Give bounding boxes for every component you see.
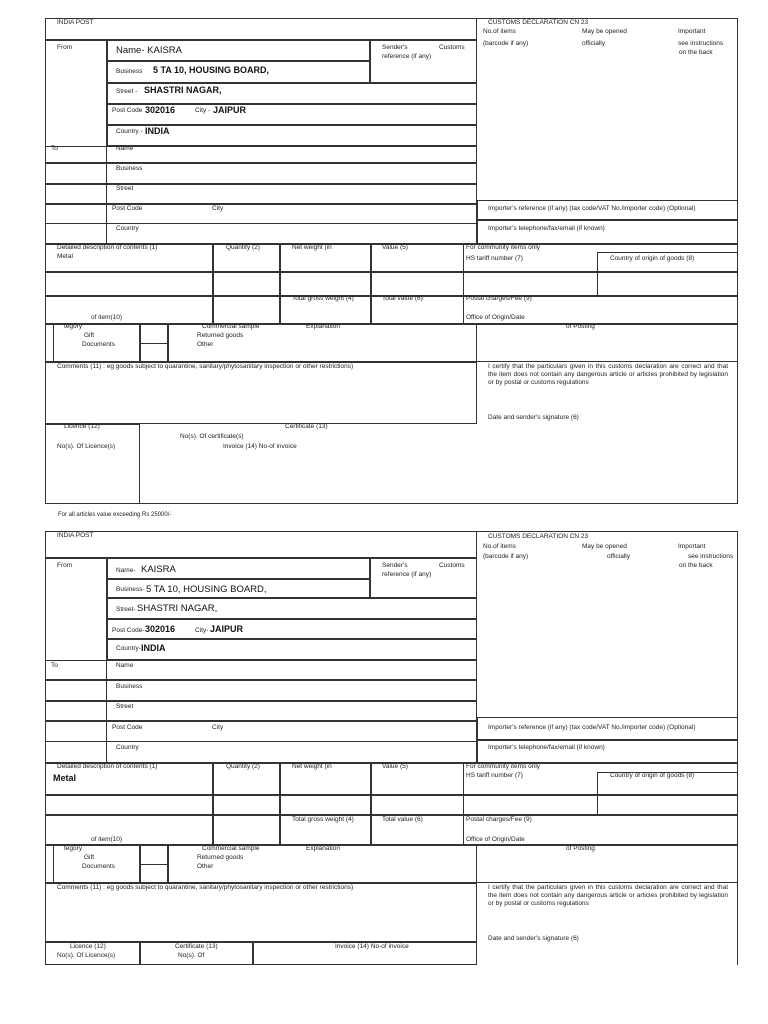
row-to-postcode [45, 721, 477, 742]
may-open-label: May be opened [582, 28, 627, 35]
total-value-label: Total value (6) [382, 295, 423, 302]
sender-postcode: 302016 [145, 105, 176, 115]
city-label: City - [195, 107, 211, 114]
category-check-2 [140, 343, 168, 362]
row-to-business [45, 680, 477, 701]
header-row [45, 18, 477, 40]
country-origin-label: Country of origin of goods (8) [610, 772, 695, 779]
licence-no-label: No(s). Of Licence(s) [57, 952, 116, 959]
comments-label: Comments (11) : eg goods subject to quarantine, sanitary/phytosanitary inspection or other restrictions) [57, 884, 354, 891]
no-items-label: No.of items [483, 543, 516, 550]
on-back-label: on the back [679, 562, 713, 569]
total-gross-label: Total gross weight (4) [292, 816, 354, 823]
india-post-label: INDIA POST [57, 19, 94, 26]
certify-text: I certify that the particulars given in this customs declaration are correct and that the item does not contain any dangerous article or articles prohibited by legislation or by postal or customs regulations [488, 363, 728, 386]
barcode-label: (barcode if any) [483, 553, 529, 560]
certificate-no-label: No(s). Of certificate(s) [180, 433, 244, 440]
licence-cell [45, 424, 140, 504]
total-value-label: Total value (6) [382, 816, 423, 823]
row-to-business [45, 163, 477, 184]
of-posting-label: of Posting [566, 845, 595, 852]
business-label: Business [116, 68, 143, 75]
importer-ref-label: Importer's reference (if any) (tax code/VAT No./importer code) (Optional) [488, 205, 696, 212]
street-label: Street - [116, 88, 138, 95]
from-label: From [57, 562, 73, 569]
comments-label: Comments (11) : eg goods subject to quarantine, sanitary/phytosanitary inspection or other restrictions) [57, 363, 354, 370]
certificate-no-label: No(s). Of [178, 952, 205, 959]
of-item-label: of item(10) [91, 314, 123, 321]
col-qty [213, 244, 280, 324]
licence-no-label: No(s). Of Licence(s) [57, 443, 116, 450]
sender-name: Name- KAISRA [116, 45, 182, 56]
other-label: Other [197, 863, 214, 870]
invoice-label: Invoice (14) No-of invoice [223, 443, 297, 450]
recipient-postcode-label: Post Code [112, 724, 143, 731]
see-instructions-label: see instructions [688, 553, 734, 560]
documents-label: Documents [82, 341, 115, 348]
licence-label: Licence (12) [70, 943, 106, 950]
qty-label: Quantity (2) [226, 763, 260, 770]
sender-ref-label-2: Customs [439, 562, 465, 569]
gift-label: Gift [84, 332, 95, 339]
documents-label: Documents [82, 863, 115, 870]
postcode-prefix: Post Code- [112, 627, 145, 634]
india-post-label: INDIA POST [57, 532, 94, 539]
recipient-country-label: Country [116, 744, 139, 751]
comments-cell [45, 362, 477, 424]
office-origin-label: Office of Origin/Date [466, 314, 525, 321]
no-items-label: No.of items [483, 28, 516, 35]
row-to-name [45, 660, 477, 680]
col-net [280, 763, 371, 845]
row-to-name [45, 146, 477, 163]
customs-form-1 [45, 18, 738, 504]
hs-tariff-label: HS tariff number (7) [466, 772, 523, 779]
sender-city: JAIPUR [210, 624, 244, 634]
business-prefix: Business- [116, 586, 145, 593]
city-prefix: City- [195, 627, 209, 634]
community-label: For community items only [466, 244, 541, 251]
important-label: Important [678, 28, 706, 35]
value-label: Value (5) [382, 763, 408, 770]
recipient-city-label: City [212, 205, 224, 212]
sender-ref-label-3: reference (if any) [382, 53, 432, 60]
value-note: For all articles value exceeding Rs 25000/- [58, 512, 172, 518]
total-gross-label: Total gross weight (4) [292, 295, 354, 302]
cn23-title: CUSTOMS DECLARATION CN 23 [488, 533, 589, 540]
commercial-sample-label: Commercial sample [202, 845, 260, 852]
from-label: From [57, 44, 73, 51]
sender-business: 5 TA 10, HOUSING BOARD, [153, 65, 270, 75]
customs-form-2 [45, 531, 738, 965]
street-prefix: Street- [116, 606, 136, 613]
row-to-street [45, 701, 477, 721]
cn23-title: CUSTOMS DECLARATION CN 23 [488, 19, 589, 26]
col-qty [213, 763, 280, 845]
date-signature-label: Date and sender's signature (6) [488, 935, 579, 942]
recipient-postcode-label: Post Code [112, 205, 143, 212]
importer-tel-label: Importer's telephone/fax/email (if known) [488, 225, 605, 232]
recipient-business-label: Business [116, 683, 143, 690]
country-prefix: Country- [116, 645, 141, 652]
contents-value: Metal [57, 253, 73, 260]
category-label: tegory [64, 845, 83, 852]
net-weight-label: Net weight (in [292, 763, 332, 770]
value-label: Value (5) [382, 244, 408, 251]
country-origin-label: Country of origin of goods (8) [610, 255, 695, 262]
community-label: For community items only [466, 763, 541, 770]
invoice-label: Invoice (14) No-of invoice [335, 943, 409, 950]
recipient-street-label: Street [116, 185, 134, 192]
sender-name: KAISRA [141, 564, 176, 575]
postal-charges-label: Postal charges/Fee (9) [466, 295, 532, 302]
certify-text: I certify that the particulars given in this customs declaration are correct and that the item does not contain any dangerous article or articles prohibited by legislation or by postal or customs regulations [488, 884, 728, 907]
col-value [371, 244, 464, 324]
sender-city: JAIPUR [213, 105, 247, 115]
of-item-label: of item(10) [91, 836, 123, 843]
commercial-sample-label: Commercial sample [202, 323, 260, 330]
col-value [371, 763, 464, 845]
importer-ref-label: Importer's reference (if any) (tax code/VAT No./importer code) (Optional) [488, 724, 696, 731]
header-row [45, 531, 477, 558]
sender-postcode: 302016 [145, 624, 176, 634]
date-signature-label: Date and sender's signature (6) [488, 414, 579, 421]
returned-goods-label: Returned goods [197, 854, 244, 861]
sender-country: INDIA [141, 643, 166, 653]
see-instructions-label: see instructions [678, 40, 724, 47]
explanation-label: Explanation [306, 323, 340, 330]
licence-label: Licence (12) [64, 423, 100, 430]
of-posting-label: of Posting [566, 323, 595, 330]
row-to-street [45, 184, 477, 204]
officially-label: officially [582, 40, 606, 47]
sender-business: 5 TA 10, HOUSING BOARD, [146, 584, 267, 595]
sender-ref-label-2: Customs [439, 44, 465, 51]
category-check-2 [140, 864, 168, 883]
office-origin-label: Office of Origin/Date [466, 836, 525, 843]
category-label: tegory [64, 323, 83, 330]
other-label: Other [197, 341, 214, 348]
recipient-name-label: Name [116, 662, 134, 669]
sender-country: INDIA [145, 126, 170, 136]
officially-label: officially [607, 553, 631, 560]
sender-ref-label-1: Sender's [382, 562, 408, 569]
contents-value: Metal [53, 773, 77, 783]
recipient-name-label: Name [116, 145, 134, 152]
row-to-postcode [45, 204, 477, 224]
recipient-business-label: Business [116, 165, 143, 172]
to-label: To [51, 145, 58, 152]
desc-label: Detailed description of contents (1) [57, 244, 158, 251]
col-net [280, 244, 371, 324]
net-weight-label: Net weight (in [292, 244, 332, 251]
barcode-label: (barcode if any) [483, 40, 529, 47]
postcode-label: Post Code [112, 107, 143, 114]
sender-street: SHASTRI NAGAR, [144, 85, 222, 95]
gift-label: Gift [84, 854, 95, 861]
importer-tel-label: Importer's telephone/fax/email (if known) [488, 744, 605, 751]
returned-goods-label: Returned goods [197, 332, 244, 339]
qty-label: Quantity (2) [226, 244, 260, 251]
name-prefix: Name- [116, 567, 136, 574]
country-label: Country - [116, 128, 143, 135]
postal-charges-label: Postal charges/Fee (9) [466, 816, 532, 823]
recipient-street-label: Street [116, 703, 134, 710]
important-label: Important [678, 543, 706, 550]
certificate-label: Certificate (13) [285, 423, 328, 430]
certificate-label: Certificate (13) [175, 943, 218, 950]
hs-tariff-label: HS tariff number (7) [466, 255, 523, 262]
sender-street: SHASTRI NAGAR, [137, 603, 218, 614]
desc-label: Detailed description of contents (1) [57, 763, 158, 770]
to-label: To [51, 662, 58, 669]
recipient-city-label: City [212, 724, 224, 731]
may-open-label: May be opened [582, 543, 627, 550]
sender-ref-label-3: reference (if any) [382, 571, 432, 578]
on-back-label: on the back [679, 49, 713, 56]
recipient-country-label: Country [116, 225, 139, 232]
sender-ref-label-1: Sender's [382, 44, 408, 51]
explanation-label: Explanation [306, 845, 340, 852]
